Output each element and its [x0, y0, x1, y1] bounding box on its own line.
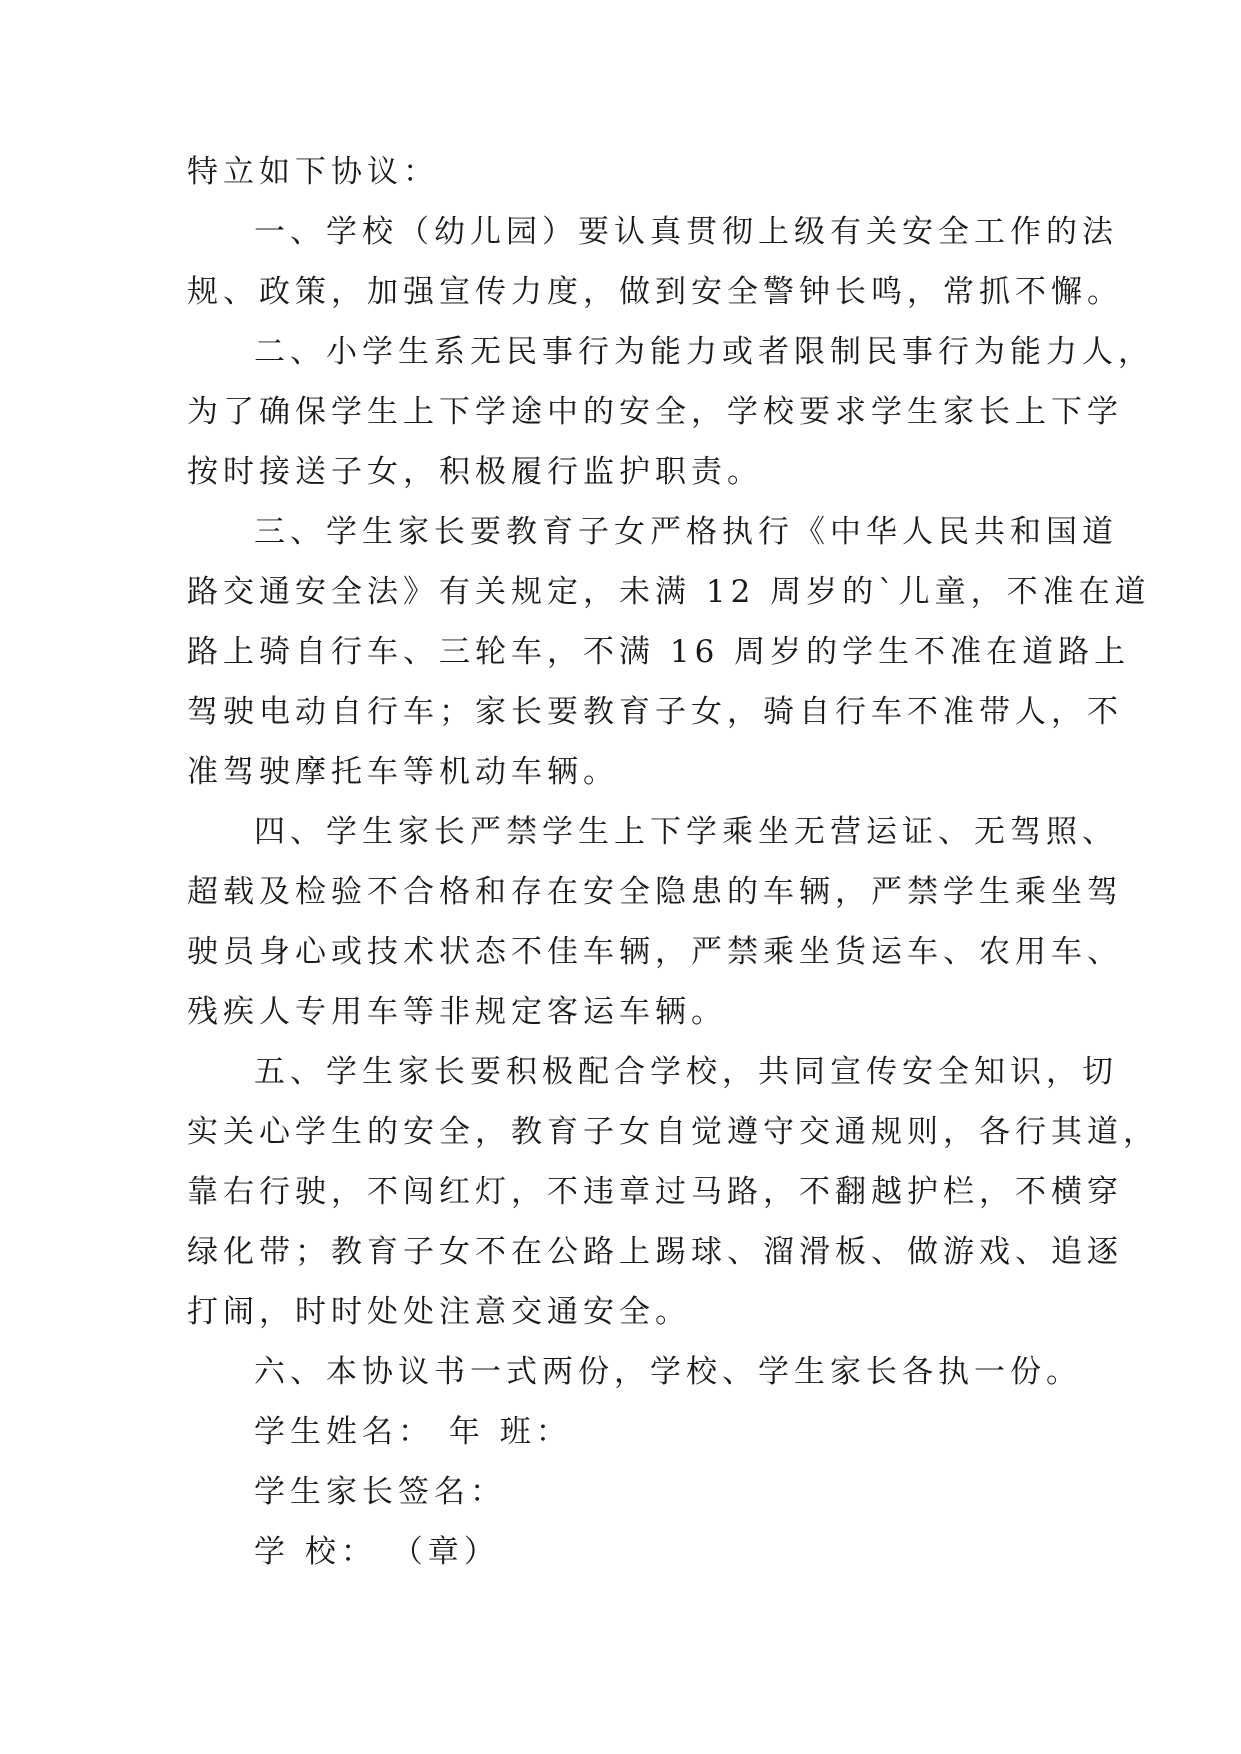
text-line: 驶员身心或技术状态不佳车辆，严禁乘坐货运车、农用车、: [187, 934, 1123, 970]
text-line: 残疾人专用车等非规定客运车辆。: [187, 994, 727, 1030]
text-line: 一、学校（幼儿园）要认真贯彻上级有关安全工作的法: [254, 214, 1118, 250]
text-line: 二、小学生系无民事行为能力或者限制民事行为能力人，: [254, 334, 1154, 370]
signature-field-student-name: 学生姓名： 年 班：: [254, 1414, 572, 1450]
text-line: 三、学生家长要教育子女严格执行《中华人民共和国道: [254, 514, 1118, 550]
text-line: 路交通安全法》有关规定，未满 12 周岁的`儿童，不准在道: [187, 574, 1151, 610]
signature-field-school: 学 校： （章）: [254, 1534, 500, 1570]
text-line: 路上骑自行车、三轮车，不满 16 周岁的学生不准在道路上: [187, 634, 1131, 670]
text-line: 准驾驶摩托车等机动车辆。: [187, 754, 619, 790]
text-line: 特立如下协议：: [187, 154, 439, 190]
text-line: 规、政策，加强宣传力度，做到安全警钟长鸣，常抓不懈。: [187, 274, 1123, 310]
text-line: 按时接送子女，积极履行监护职责。: [187, 454, 763, 490]
signature-field-parent: 学生家长签名：: [254, 1474, 506, 1510]
text-line: 实关心学生的安全，教育子女自觉遵守交通规则，各行其道，: [187, 1114, 1159, 1150]
text-line: 靠右行驶，不闯红灯，不违章过马路，不翻越护栏，不横穿: [187, 1174, 1123, 1210]
text-line: 超载及检验不合格和存在安全隐患的车辆，严禁学生乘坐驾: [187, 874, 1123, 910]
text-line: 为了确保学生上下学途中的安全，学校要求学生家长上下学: [187, 394, 1123, 430]
text-line: 绿化带；教育子女不在公路上踢球、溜滑板、做游戏、追逐: [187, 1234, 1123, 1270]
text-line: 六、本协议书一式两份，学校、学生家长各执一份。: [254, 1354, 1082, 1390]
text-line: 驾驶电动自行车；家长要教育子女，骑自行车不准带人，不: [187, 694, 1123, 730]
text-line: 五、学生家长要积极配合学校，共同宣传安全知识，切: [254, 1054, 1118, 1090]
text-line: 四、学生家长严禁学生上下学乘坐无营运证、无驾照、: [254, 814, 1118, 850]
text-line: 打闹，时时处处注意交通安全。: [187, 1294, 691, 1330]
